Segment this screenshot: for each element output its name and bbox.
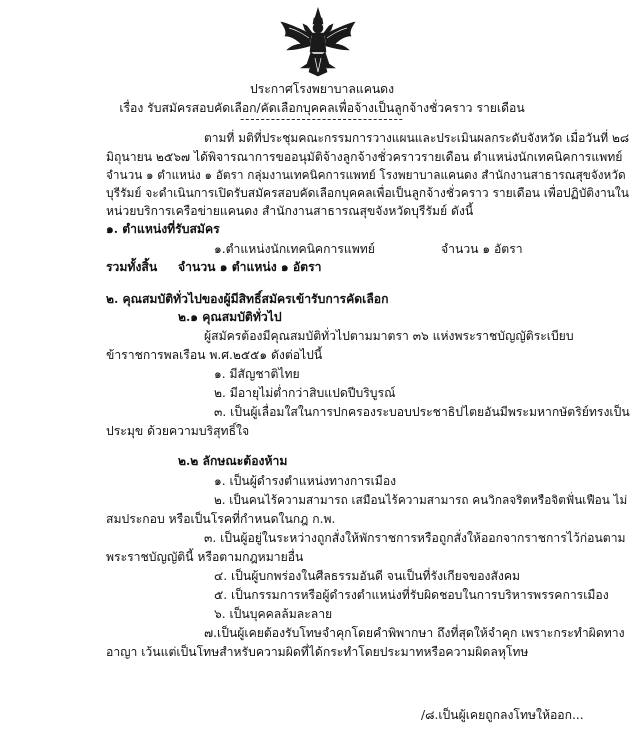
intro-line-5: หน่วยบริการเครือข่ายแคนดง สำนักงานสาธารณสุขจังหวัดบุรีรัมย์ ดังนี้ [106,204,474,218]
qualification-item-3a: ๓. เป็นผู้เลื่อมใสในการปกครองระบอบประชาธิปไตยอันมีพระมหากษัตริย์ทรงเป็น [214,405,630,419]
qualification-item-1: ๑. มีสัญชาติไทย [214,367,300,381]
continued-marker: /๘.เป็นผู้เคยถูกลงโทษให้ออก... [421,708,584,722]
total-label: รวมทั้งสิ้น [106,260,158,274]
intro-line-1: ตามที่ มติที่ประชุมคณะกรรมการวางแผนและประเมินผลกระดับจังหวัด เมื่อวันที่ ๒๘ [204,131,630,145]
document-title: ประกาศโรงพยาบาลแคนดง [249,82,395,96]
prohibition-item-2b: สมประกอบ หรือเป็นโรคที่กำหนดในกฎ ก.พ. [106,512,336,526]
title-divider: -------------------------------- [240,112,404,126]
prohibition-item-4: ๔. เป็นผู้บกพร่องในศีลธรรมอันดี จนเป็นที่รังเกียจของสังคม [214,569,521,583]
prohibition-item-7a: ๗.เป็นผู้เคยต้องรับโทษจำคุกโดยคำพิพากษา ถึงที่สุดให้จำคุก เพราะกระทำผิดทาง [204,626,625,640]
prohibition-item-3a: ๓. เป็นผู้อยู่ในระหว่างถูกสั่งให้พักราชการหรือถูกสั่งให้ออกจากราชการไว้ก่อนตาม [204,531,626,545]
qualification-intro-b: ข้าราชการพลเรือน พ.ศ.๒๕๕๑ ดังต่อไปนี้ [106,348,323,362]
qualification-item-3b: ประมุข ด้วยความบริสุทธิ์ใจ [106,424,250,438]
position-count: จำนวน ๑ อัตรา [441,242,523,256]
intro-line-3: จำนวน ๑ ตำแหน่ง ๑ อัตรา กลุ่มงานเทคนิคการแพทย์ โรงพยาบาลแคนดง สำนักงานสาธารณสุขจังหวัด [106,168,626,182]
prohibition-item-1: ๑. เป็นผู้ดำรงตำแหน่งทางการเมือง [214,474,397,488]
intro-line-2: มิถุนายน ๒๕๖๗ ได้พิจารณาการขออนุมัติจ้างลูกจ้างชั่วคราวรายเดือน ตำแหน่งนักเทคนิคการแพทย์ [106,150,623,164]
total-value: จำนวน ๑ ตำแหน่ง ๑ อัตรา [178,260,322,274]
subsection-2-1-heading: ๒.๑ คุณสมบัติทั่วไป [178,310,282,324]
section-1-heading: ๑. ตำแหน่งที่รับสมัคร [106,222,220,236]
prohibition-item-3b: พระราชบัญญัตินี้ หรือตามกฎหมายอื่น [106,550,304,564]
prohibition-item-7b: อาญา เว้นแต่เป็นโทษสำหรับความผิดที่ได้กระทำโดยประมาทหรือความผิดลหุโทษ [106,645,529,659]
subsection-2-2-heading: ๒.๒ ลักษณะต้องห้าม [178,454,288,468]
garuda-emblem-icon [277,6,359,78]
document-subject: เรื่อง รับสมัครสอบคัดเลือก/คัดเลือกบุคคลเพื่อจ้างเป็นลูกจ้างชั่วคราว รายเดือน [119,101,525,115]
position-name: ๑.ตำแหน่งนักเทคนิคการแพทย์ [214,242,375,256]
prohibition-item-5: ๕. เป็นกรรมการหรือผู้ดำรงตำแหน่งที่รับผิดชอบในการบริหารพรรคการเมือง [214,588,609,602]
section-2-heading: ๒. คุณสมบัติทั่วไปของผู้มีสิทธิ์สมัครเข้ารับการคัดเลือก [106,292,389,306]
prohibition-item-6: ๖. เป็นบุคคลล้มละลาย [214,607,333,621]
intro-line-4: บุรีรัมย์ จะดำเนินการเปิดรับสมัครสอบคัดเลือกบุคคลเพื่อเป็นลูกจ้างชั่วคราว รายเดือน เพื่อปฏิบัติงานใน [106,186,629,200]
qualification-intro-a: ผู้สมัครต้องมีคุณสมบัติทั่วไปตามมาตรา ๓๖ แห่งพระราชบัญญัติระเบียบ [204,329,574,343]
qualification-item-2: ๒. มีอายุไม่ต่ำกว่าสิบแปดปีบริบูรณ์ [214,386,396,400]
prohibition-item-2a: ๒. เป็นคนไร้ความสามารถ เสมือนไร้ความสามารถ คนวิกลจริตหรือจิตฟั่นเฟือน ไม่ [214,493,628,507]
